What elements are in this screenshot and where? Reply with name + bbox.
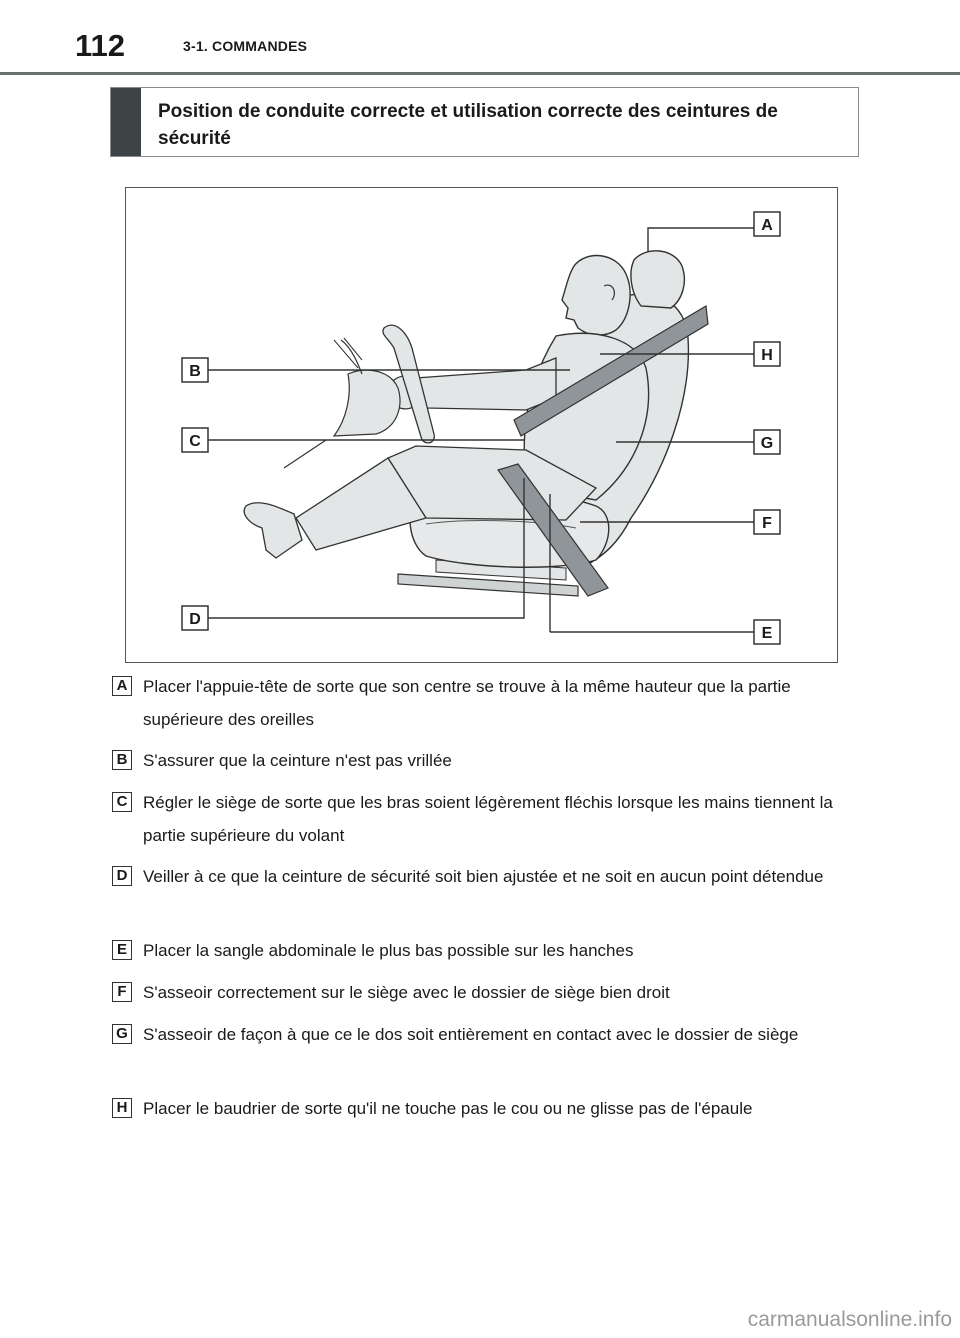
legend-letter-h: H bbox=[112, 1098, 132, 1118]
legend-text-a: Placer l'appuie-tête de sorte que son centre se trouve à la même hauteur que la partie supérieure des oreilles bbox=[143, 677, 791, 729]
chapter-title: 3-1. COMMANDES bbox=[183, 38, 308, 54]
steering-wheel bbox=[334, 325, 434, 443]
legend-text-f: S'asseoir correctement sur le siège avec le dossier de siège bien droit bbox=[143, 983, 670, 1002]
legend-text-d: Veiller à ce que la ceinture de sécurité soit bien ajustée et ne soit en aucun point détendue bbox=[143, 867, 824, 886]
legend-letter-f: F bbox=[112, 982, 132, 1002]
label-D bbox=[182, 606, 208, 630]
legend-item-g bbox=[110, 1018, 850, 1084]
svg-text:D: D bbox=[189, 611, 201, 628]
label-H bbox=[754, 342, 780, 366]
label-E bbox=[754, 620, 780, 644]
legend-item-a bbox=[110, 670, 850, 736]
legend-list bbox=[110, 670, 850, 1158]
legend-item-f bbox=[110, 976, 850, 1009]
label-F bbox=[754, 510, 780, 534]
legend-text-c: Régler le siège de sorte que les bras soient légèrement fléchis lorsque les mains tiennent la partie supérieure du volant bbox=[143, 793, 833, 845]
label-C bbox=[182, 428, 208, 452]
page-number: 112 bbox=[75, 28, 126, 63]
label-G bbox=[754, 430, 780, 454]
legend-letter-a: A bbox=[112, 676, 132, 696]
svg-text:E: E bbox=[761, 625, 773, 642]
svg-text:C: C bbox=[189, 433, 201, 450]
section-title: Position de conduite correcte et utilisation correcte des ceintures de sécurité bbox=[158, 101, 778, 149]
section-heading-box bbox=[110, 87, 859, 157]
legend-letter-g: G bbox=[112, 1024, 132, 1044]
label-A bbox=[754, 212, 780, 236]
legend-item-d bbox=[110, 860, 850, 926]
legend-text-g: S'asseoir de façon à que ce le dos soit entièrement en contact avec le dossier de siège bbox=[143, 1025, 799, 1044]
watermark: carmanualsonline.info bbox=[747, 1308, 952, 1331]
legend-text-e: Placer la sangle abdominale le plus bas possible sur les hanches bbox=[143, 941, 634, 960]
label-B bbox=[182, 358, 208, 382]
legend-letter-e: E bbox=[112, 940, 132, 960]
legend-letter-d: D bbox=[112, 866, 132, 886]
legend-text-h: Placer le baudrier de sorte qu'il ne touche pas le cou ou ne glisse pas de l'épaule bbox=[143, 1099, 753, 1118]
section-heading-bar bbox=[111, 88, 141, 156]
driving-position-illustration bbox=[125, 187, 838, 663]
svg-text:A: A bbox=[761, 217, 773, 234]
legend-item-b bbox=[110, 744, 850, 777]
legend-letter-c: C bbox=[112, 792, 132, 812]
header-rule bbox=[0, 72, 960, 75]
legend-item-e bbox=[110, 934, 850, 967]
svg-text:H: H bbox=[761, 347, 773, 364]
svg-text:B: B bbox=[189, 363, 201, 380]
svg-text:G: G bbox=[760, 435, 774, 452]
svg-text:F: F bbox=[762, 515, 772, 532]
legend-text-b: S'assurer que la ceinture n'est pas vrillée bbox=[143, 751, 452, 770]
legend-item-c bbox=[110, 786, 850, 852]
legend-letter-b: B bbox=[112, 750, 132, 770]
legend-item-h bbox=[110, 1092, 850, 1158]
